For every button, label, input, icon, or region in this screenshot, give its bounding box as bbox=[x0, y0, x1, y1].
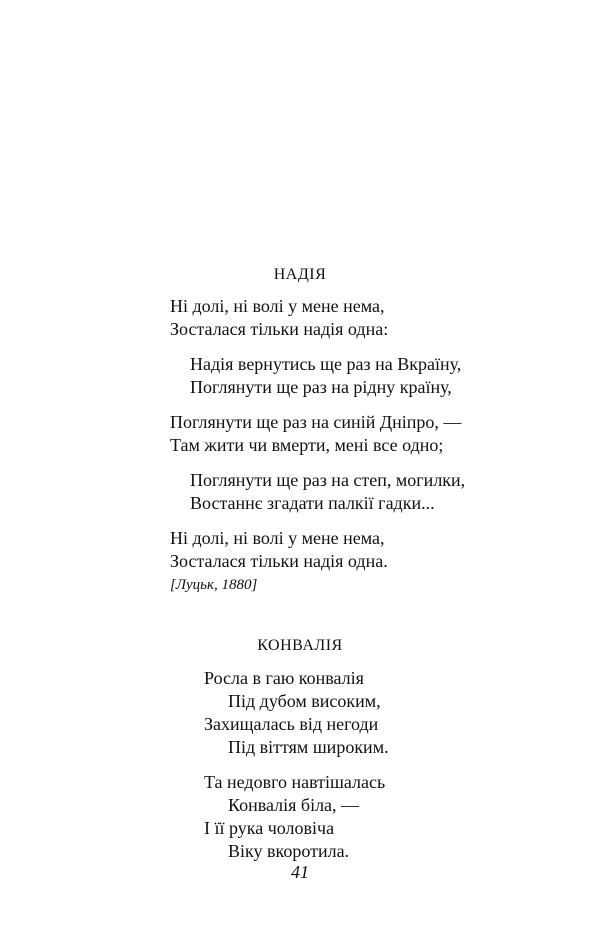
poem-line: Востаннє згадати палкії гадки... bbox=[190, 493, 435, 513]
poem-line: Ні долі, ні волі у мене нема, bbox=[170, 296, 385, 316]
poem-line: Та недовго навтішалась bbox=[204, 772, 386, 792]
poem-line: Росла в гаю конвалія bbox=[204, 668, 364, 688]
poem-line: Зосталася тільки надія одна: bbox=[170, 319, 389, 339]
poem-line: Віку вкоротила. bbox=[228, 841, 350, 861]
poem-line: Захищалась від негоди bbox=[204, 714, 379, 734]
poem-line: Під дубом високим, bbox=[228, 691, 381, 711]
poem-line: Під віттям широким. bbox=[228, 737, 389, 757]
poem-line: Ні долі, ні волі у мене нема, bbox=[170, 528, 385, 548]
poem-line: Поглянути ще раз на рідну країну, bbox=[190, 377, 452, 397]
poem-title: НАДІЯ bbox=[273, 266, 327, 283]
poem-line: Поглянути ще раз на степ, могилки, bbox=[190, 470, 466, 490]
poem-title: КОНВАЛІЯ bbox=[257, 637, 343, 654]
poem-line: Надія вернутись ще раз на Вкраїну, bbox=[190, 354, 462, 374]
poem-line: Там жити чи вмерти, мені все одно; bbox=[170, 435, 444, 455]
poem-line: Конвалія біла, — bbox=[228, 795, 360, 815]
poem-date-note: [Луцьк, 1880] bbox=[170, 577, 258, 593]
page-number: 41 bbox=[291, 862, 309, 882]
poem-line: Поглянути ще раз на синій Дніпро, — bbox=[170, 412, 462, 432]
poem-line: Зосталася тільки надія одна. bbox=[170, 551, 388, 571]
poem-line: І її рука чоловіча bbox=[204, 818, 335, 838]
